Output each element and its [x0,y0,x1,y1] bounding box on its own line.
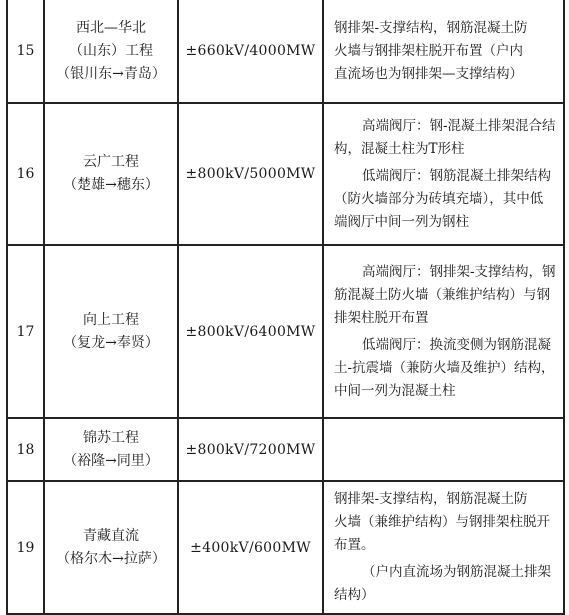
table-row [7,245,564,418]
rating-spec: ±800kV/5000MW [178,103,323,245]
project-name-line: （裕隆→同里） [63,452,159,469]
project-name-line: （格尔木→拉萨） [56,550,166,567]
description-line: 排架柱脱开布置 [334,309,429,326]
row-number: 18 [7,418,44,481]
table-row [7,103,564,245]
description-line: 火墙（兼维护结构）与钢排架柱脱开 [334,514,550,530]
table-body [7,0,564,614]
description-paragraph [334,165,555,234]
table-row [7,418,564,481]
description-line: 高端阀厅：钢-混凝土排架混合结 [362,117,556,134]
description-line: 端阀厅中间一列为钢柱 [334,213,469,230]
project-name-line: 云广工程 [83,154,139,170]
table-row [7,0,564,103]
structure-description [323,418,564,481]
description-line: （防火墙部分为砖填充墙），其中低 [334,190,544,207]
project-name [44,418,178,481]
description-paragraph [334,115,555,161]
description-line: 高端阀厅：钢排架-支撑结构，钢 [362,263,556,280]
structure-description [323,245,564,418]
rating-spec: ±800kV/7200MW [178,418,323,481]
description-line: 火墙与钢排架柱脱开布置（户内 [334,42,523,59]
project-name-line: （银川东→青岛） [56,65,166,82]
description-line: 直流场也为钢排架—支撑结构） [334,65,523,82]
description-line: （户内直流场为钢筋混凝土排架 [362,564,551,580]
project-name [44,481,178,614]
structure-description [323,103,564,245]
description-paragraph [334,334,555,403]
project-name [44,0,178,103]
description-paragraph [334,261,555,330]
description-line: 低端阀厅：钢筋混凝土排架结构 [362,167,551,184]
rating-spec: ±800kV/6400MW [178,245,323,418]
project-name [44,103,178,245]
structure-description [323,481,564,614]
description-line: 钢排架-支撑结构，钢筋混凝土防 [334,19,528,36]
rating-spec: ±660kV/4000MW [178,0,323,103]
project-name-line: 西北—华北 [76,19,146,36]
description-line: 低端阀厅：换流变侧为钢筋混凝 [362,336,551,353]
project-name-line: 向上工程 [83,311,139,328]
project-name-line: （楚雄→穗东） [63,177,159,193]
description-line: 筋混凝土防火墙（兼维护结构）与钢 [334,286,550,303]
row-number: 19 [7,481,44,614]
project-name-line: 锦苏工程 [83,429,139,446]
table-row [7,481,564,614]
description-paragraph [334,17,555,86]
row-number: 15 [7,0,44,103]
description-line: 构，混凝土柱为T形柱 [334,140,465,157]
rating-spec: ±400kV/600MW [178,481,323,614]
description-paragraph [334,488,555,557]
project-name [44,245,178,418]
description-line: 土-抗震墙（兼防火墙及维护）结构， [334,359,555,376]
description-line: 结构） [334,587,375,603]
description-line: 钢排架-支撑结构，钢筋混凝土防 [334,491,528,507]
structure-description [323,0,564,103]
description-paragraph [334,561,555,607]
row-number: 17 [7,245,44,418]
project-name-line: （山东）工程 [69,42,153,59]
description-line: 中间一列为混凝土柱 [334,382,456,399]
description-line: 布置。 [334,537,375,553]
project-name-line: （复龙→奉贤） [63,334,159,351]
row-number: 16 [7,103,44,245]
project-name-line: 青藏直流 [83,527,139,544]
project-table [6,0,565,615]
